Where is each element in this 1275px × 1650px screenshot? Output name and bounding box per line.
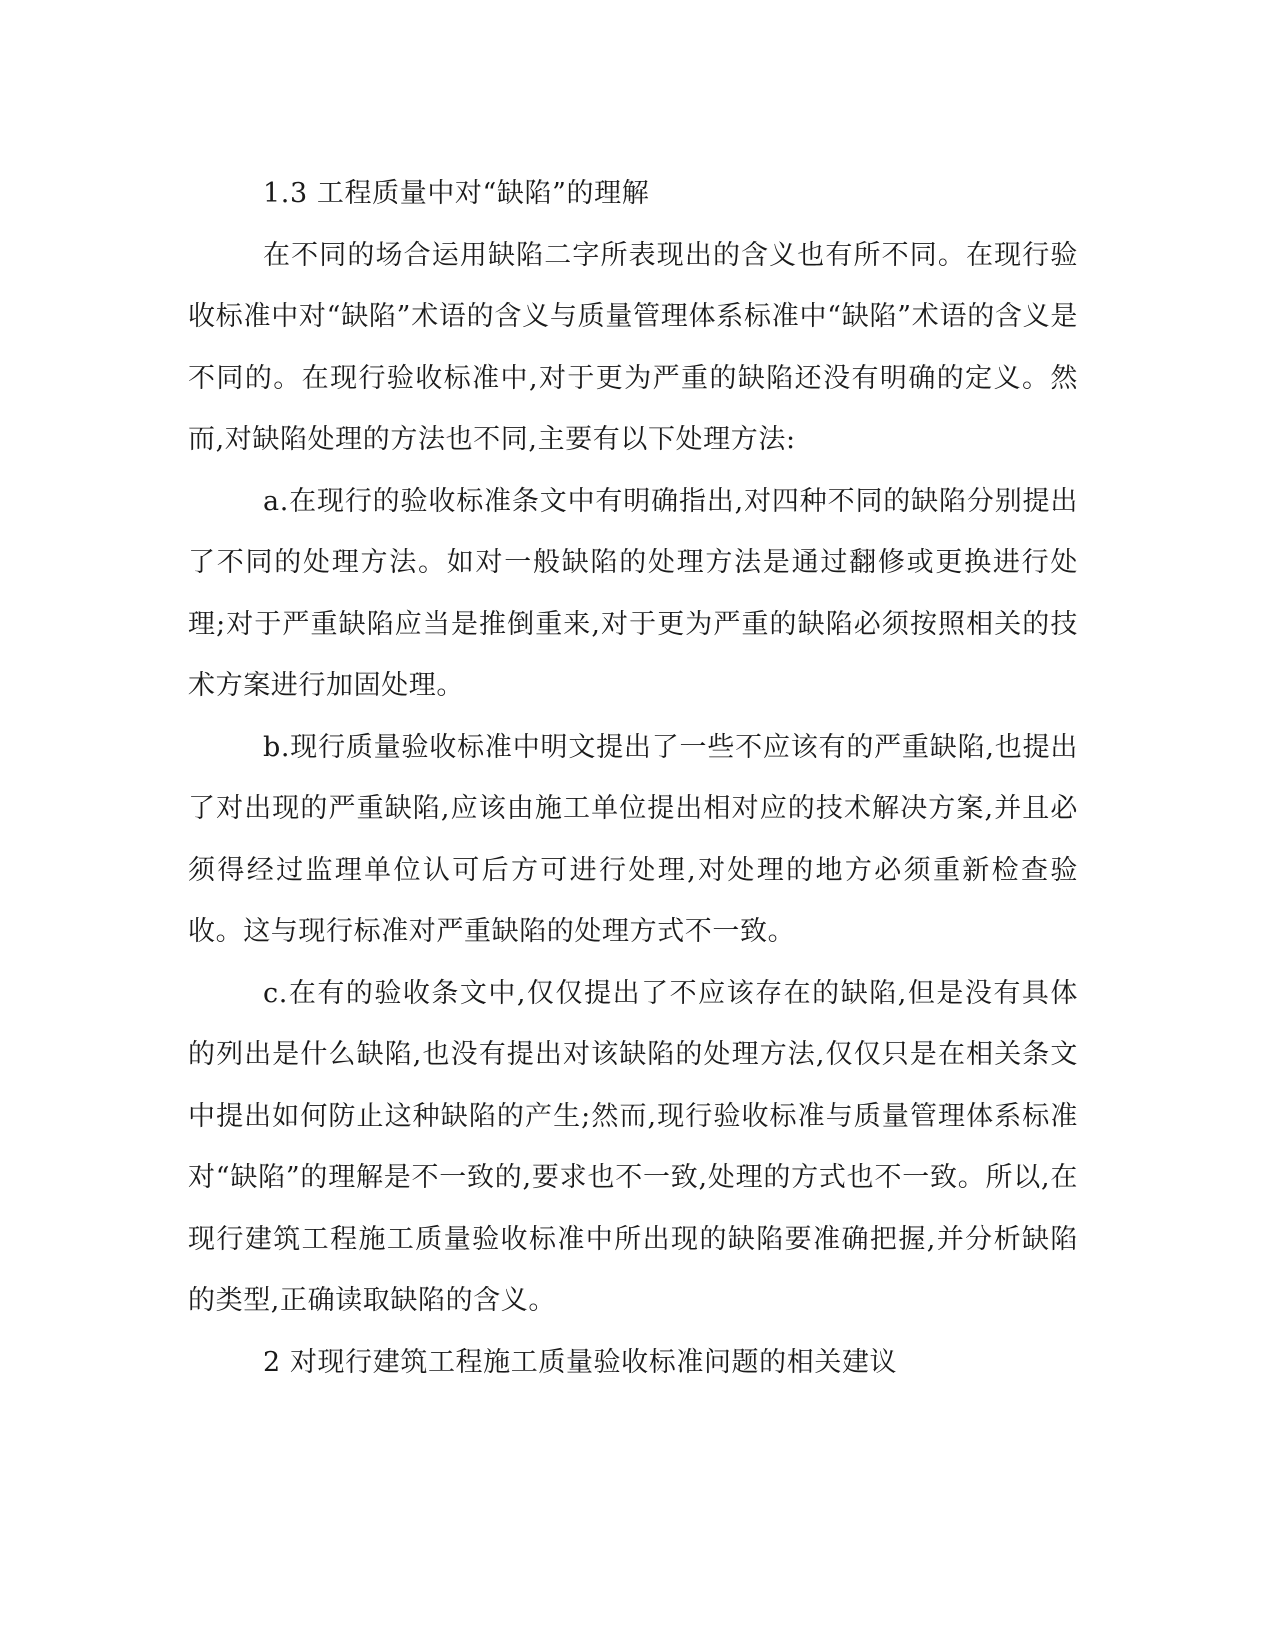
- paragraph-item-b: b.现行质量验收标准中明文提出了一些不应该有的严重缺陷,也提出了对出现的严重缺陷,应该由施工单位提出相对应的技术解决方案,并且必须得经过监理单位认可后方可进行处理,对处理的地方必须重新检查验收。这与现行标准对严重缺陷的处理方式不一致。: [188, 731, 1078, 947]
- paragraph-item-c: c.在有的验收条文中,仅仅提出了不应该存在的缺陷,但是没有具体的列出是什么缺陷,也没有提出对该缺陷的处理方法,仅仅只是在相关条文中提出如何防止这种缺陷的产生;然而,现行验收标准与质量管理体系标准对“缺陷”的理解是不一致的,要求也不一致,处理的方式也不一致。所以,在现行建筑工程施工质量验收标准中所出现的缺陷要准确把握,并分析缺陷的类型,正确读取缺陷的含义。: [188, 977, 1078, 1316]
- paragraph-item-a: a.在现行的验收标准条文中有明确指出,对四种不同的缺陷分别提出了不同的处理方法。如对一般缺陷的处理方法是通过翻修或更换进行处理;对于严重缺陷应当是推倒重来,对于更为严重的缺陷必须按照相关的技术方案进行加固处理。: [188, 485, 1078, 701]
- paragraph-defect-meaning: 在不同的场合运用缺陷二字所表现出的含义也有所不同。在现行验收标准中对“缺陷”术语的含义与质量管理体系标准中“缺陷”术语的含义是不同的。在现行验收标准中,对于更为严重的缺陷还没有明确的定义。然而,对缺陷处理的方法也不同,主要有以下处理方法:: [188, 239, 1078, 455]
- document-body: [188, 163, 1078, 1393]
- section-heading-1-3: 1.3 工程质量中对“缺陷”的理解: [263, 178, 650, 209]
- section-heading-2: 2 对现行建筑工程施工质量验收标准问题的相关建议: [263, 1346, 898, 1378]
